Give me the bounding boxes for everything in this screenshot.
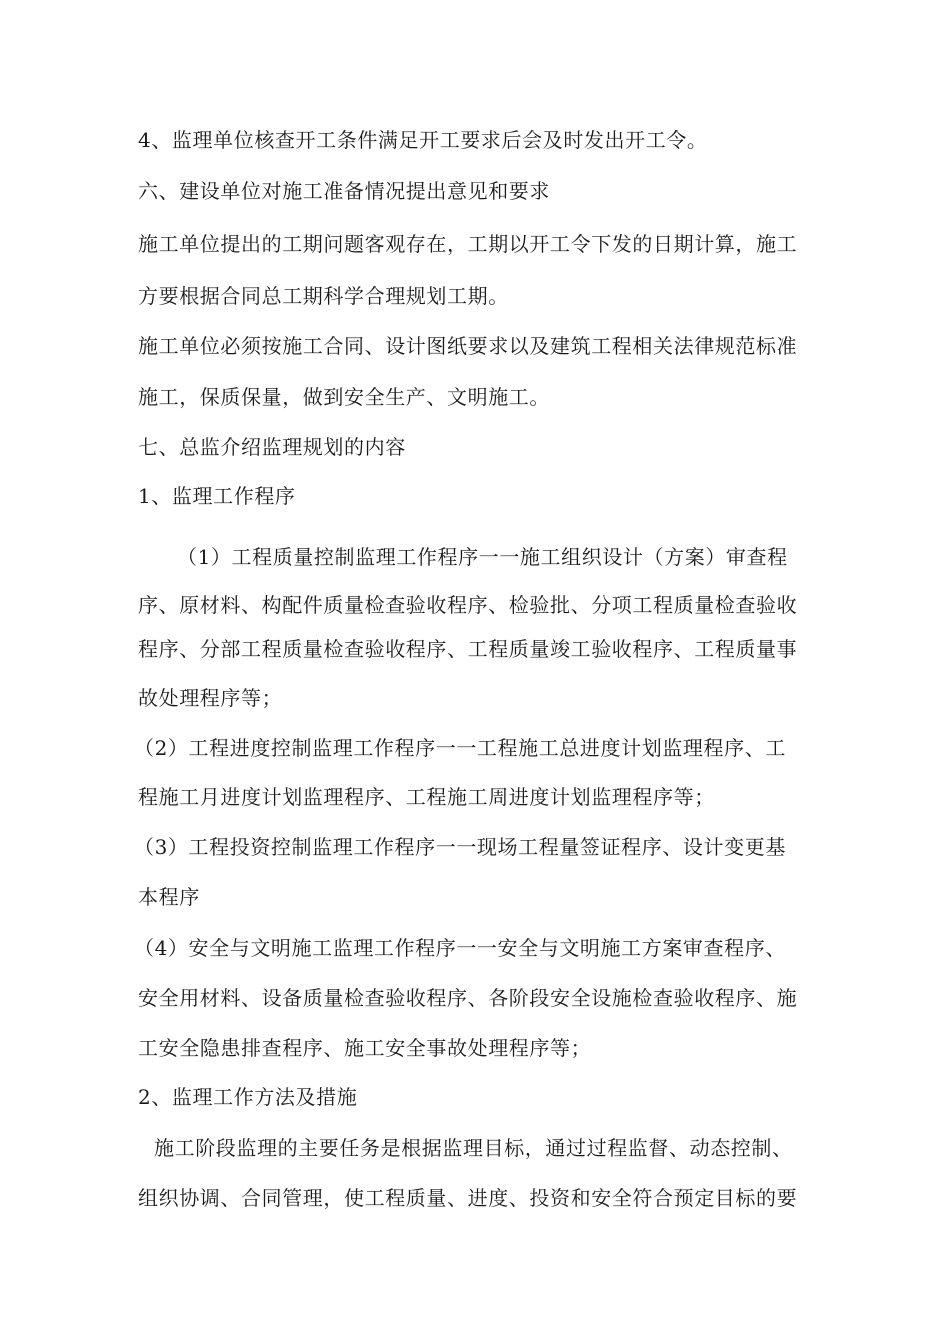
paragraph-line: 程序、分部工程质量检查验收程序、工程质量竣工验收程序、工程质量事 <box>138 637 798 661</box>
paragraph-line: 程施工月进度计划监理程序、工程施工周进度计划监理程序等； <box>138 785 715 809</box>
paragraph-line: （1）工程质量控制监理工作程序一一施工组织设计（方案）审查程 <box>177 545 788 569</box>
paragraph-line: 组织协调、合同管理，使工程质量、进度、投资和安全符合预定目标的要 <box>138 1186 798 1210</box>
paragraph-line: 施工单位提出的工期问题客观存在，工期以开工令下发的日期计算，施工 <box>138 232 798 256</box>
paragraph-line: 本程序 <box>138 885 200 909</box>
subsection-heading: 1、监理工作程序 <box>138 484 296 508</box>
paragraph-line: 施工阶段监理的主要任务是根据监理目标，通过过程监督、动态控制、 <box>154 1136 793 1160</box>
paragraph-line: 施工单位必须按施工合同、设计图纸要求以及建筑工程相关法律规范标准 <box>138 334 798 358</box>
paragraph-line: 方要根据合同总工期科学合理规划工期。 <box>138 284 509 308</box>
section-heading: 六、建设单位对施工准备情况提出意见和要求 <box>138 179 550 203</box>
paragraph-line: 工安全隐患排查程序、施工安全事故处理程序等； <box>138 1036 592 1060</box>
paragraph-line: 施工，保质保量，做到安全生产、文明施工。 <box>138 385 550 409</box>
paragraph-line: （3）工程投资控制监理工作程序一一现场工程量签证程序、设计变更基 <box>134 835 786 859</box>
section-heading: 七、总监介绍监理规划的内容 <box>138 435 406 459</box>
paragraph-line: 安全用材料、设备质量检查验收程序、各阶段安全设施检查验收程序、施 <box>138 986 798 1010</box>
paragraph-line: （4）安全与文明施工监理工作程序一一安全与文明施工方案审查程序、 <box>134 936 786 960</box>
paragraph-line: （2）工程进度控制监理工作程序一一工程施工总进度计划监理程序、工 <box>134 736 786 760</box>
paragraph-line: 故处理程序等； <box>138 686 283 710</box>
subsection-heading: 2、监理工作方法及措施 <box>138 1085 358 1109</box>
paragraph-line: 序、原材料、构配件质量检查验收程序、检验批、分项工程质量检查验收 <box>138 593 798 617</box>
paragraph-line: 4、监理单位核查开工条件满足开工要求后会及时发出开工令。 <box>138 128 708 152</box>
